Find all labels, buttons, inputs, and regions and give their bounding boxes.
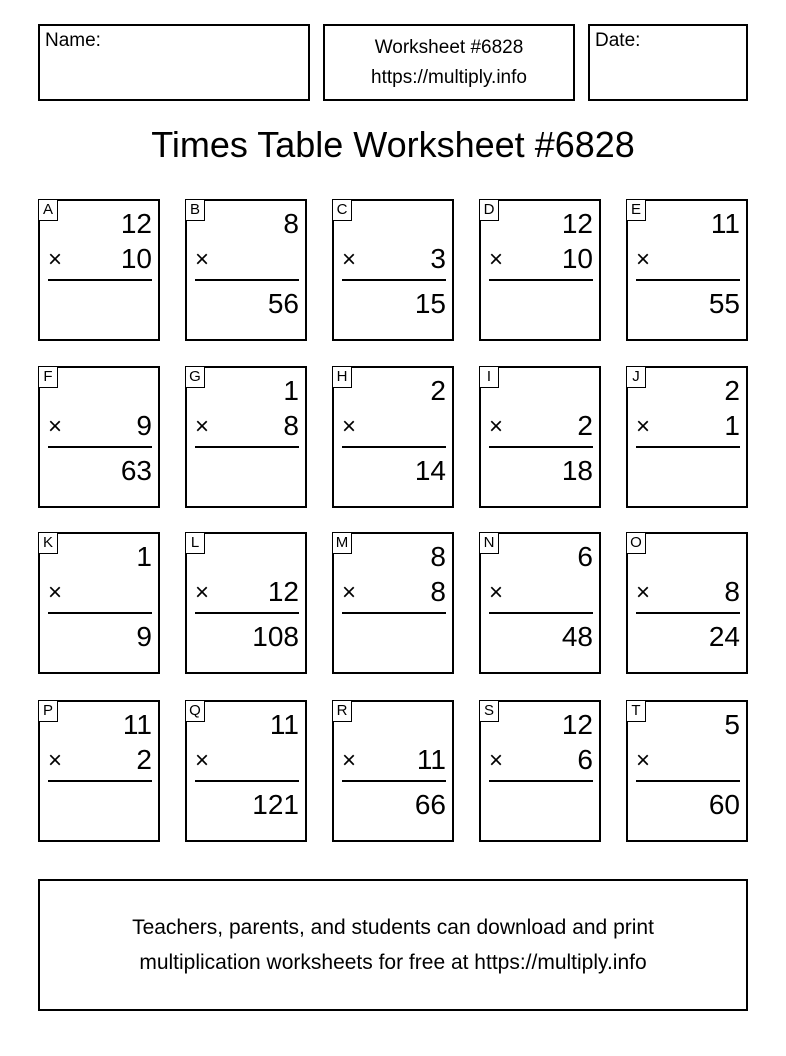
top-factor: 12 — [561, 709, 593, 740]
name-box[interactable] — [38, 24, 310, 101]
product: 14 — [414, 455, 446, 486]
times-sign: × — [489, 413, 504, 440]
problem-card — [332, 199, 454, 341]
times-sign: × — [636, 413, 651, 440]
times-sign: × — [489, 747, 504, 774]
date-box[interactable] — [588, 24, 748, 101]
problem-card — [185, 366, 307, 508]
bottom-factor: 8 — [724, 576, 740, 607]
answer-rule — [195, 612, 299, 614]
problem-card — [38, 532, 160, 674]
bottom-factor: 9 — [136, 410, 152, 441]
problem-card — [38, 700, 160, 842]
times-sign: × — [342, 246, 357, 273]
problem-letter: C — [332, 199, 352, 221]
name-label: Name: — [45, 30, 101, 51]
problem-letter: D — [479, 199, 499, 221]
top-factor: 11 — [122, 709, 152, 740]
problem-card — [479, 366, 601, 508]
top-factor: 8 — [283, 208, 299, 239]
problem-card — [332, 366, 454, 508]
product: 108 — [252, 621, 299, 652]
top-factor: 11 — [269, 709, 299, 740]
times-sign: × — [489, 246, 504, 273]
answer-rule — [636, 279, 740, 281]
answer-rule — [342, 612, 446, 614]
answer-rule — [489, 279, 593, 281]
times-sign: × — [48, 413, 63, 440]
product: 18 — [561, 455, 593, 486]
bottom-factor: 10 — [120, 243, 152, 274]
answer-rule — [195, 446, 299, 448]
answer-rule — [489, 780, 593, 782]
product: 24 — [708, 621, 740, 652]
problem-card — [626, 199, 748, 341]
times-sign: × — [342, 579, 357, 606]
problem-letter: O — [626, 532, 646, 554]
problem-letter: I — [479, 366, 499, 388]
answer-rule — [489, 446, 593, 448]
problem-card — [38, 366, 160, 508]
problem-letter: H — [332, 366, 352, 388]
times-sign: × — [489, 579, 504, 606]
bottom-factor: 8 — [283, 410, 299, 441]
problem-card — [332, 700, 454, 842]
answer-rule — [342, 446, 446, 448]
times-sign: × — [342, 747, 357, 774]
product: 63 — [120, 455, 152, 486]
bottom-factor: 1 — [724, 410, 740, 441]
times-sign: × — [195, 747, 210, 774]
footer-box — [38, 879, 748, 1011]
answer-rule — [636, 612, 740, 614]
times-sign: × — [195, 579, 210, 606]
times-sign: × — [195, 246, 210, 273]
bottom-factor: 2 — [577, 410, 593, 441]
answer-rule — [636, 780, 740, 782]
top-factor: 5 — [724, 709, 740, 740]
answer-rule — [48, 780, 152, 782]
answer-rule — [48, 446, 152, 448]
answer-rule — [489, 612, 593, 614]
problem-letter: R — [332, 700, 352, 722]
footer-line-2: multiplication worksheets for free at https://multiply.info — [139, 951, 647, 974]
problem-letter: G — [185, 366, 205, 388]
problem-card — [479, 700, 601, 842]
times-sign: × — [48, 579, 63, 606]
problem-letter: F — [38, 366, 58, 388]
problem-letter: P — [38, 700, 58, 722]
product: 48 — [561, 621, 593, 652]
top-factor: 2 — [430, 375, 446, 406]
problem-card — [38, 199, 160, 341]
problem-letter: J — [626, 366, 646, 388]
times-sign: × — [342, 413, 357, 440]
worksheet-id-box — [323, 24, 575, 101]
footer-line-1: Teachers, parents, and students can download and print — [132, 916, 654, 939]
bottom-factor: 6 — [577, 744, 593, 775]
problem-card — [479, 532, 601, 674]
page-title: Times Table Worksheet #6828 — [151, 124, 635, 165]
top-factor: 6 — [577, 541, 593, 572]
product: 60 — [708, 789, 740, 820]
product: 66 — [414, 789, 446, 820]
top-factor: 8 — [430, 541, 446, 572]
problem-card — [185, 700, 307, 842]
times-sign: × — [195, 413, 210, 440]
problem-letter: A — [38, 199, 58, 221]
times-sign: × — [636, 579, 651, 606]
answer-rule — [48, 279, 152, 281]
product: 55 — [708, 288, 740, 319]
bottom-factor: 10 — [561, 243, 593, 274]
problem-card — [479, 199, 601, 341]
problem-card — [626, 366, 748, 508]
problem-letter: Q — [185, 700, 205, 722]
problem-letter: B — [185, 199, 205, 221]
answer-rule — [48, 612, 152, 614]
problem-letter: K — [38, 532, 58, 554]
answer-rule — [342, 780, 446, 782]
problem-letter: E — [626, 199, 646, 221]
times-sign: × — [48, 747, 63, 774]
bottom-factor: 12 — [267, 576, 299, 607]
problem-letter: N — [479, 532, 499, 554]
top-factor: 11 — [710, 208, 740, 239]
date-label: Date: — [595, 30, 641, 51]
top-factor: 1 — [136, 541, 152, 572]
problem-card — [185, 199, 307, 341]
times-sign: × — [636, 747, 651, 774]
problem-card — [185, 532, 307, 674]
bottom-factor: 3 — [430, 243, 446, 274]
problem-letter: L — [185, 532, 205, 554]
bottom-factor: 8 — [430, 576, 446, 607]
problem-letter: T — [626, 700, 646, 722]
bottom-factor: 2 — [136, 744, 152, 775]
problem-card — [626, 700, 748, 842]
top-factor: 12 — [561, 208, 593, 239]
worksheet-number: Worksheet #6828 — [374, 36, 524, 58]
product: 9 — [136, 621, 152, 652]
problem-letter: M — [332, 532, 352, 554]
worksheet-url: https://multiply.info — [371, 66, 527, 88]
product: 121 — [252, 789, 299, 820]
answer-rule — [636, 446, 740, 448]
problem-card — [626, 532, 748, 674]
answer-rule — [195, 780, 299, 782]
problem-letter: S — [479, 700, 499, 722]
top-factor: 12 — [120, 208, 152, 239]
times-sign: × — [48, 246, 63, 273]
product: 56 — [267, 288, 299, 319]
answer-rule — [342, 279, 446, 281]
answer-rule — [195, 279, 299, 281]
top-factor: 1 — [283, 375, 299, 406]
times-sign: × — [636, 246, 651, 273]
product: 15 — [414, 288, 446, 319]
top-factor: 2 — [724, 375, 740, 406]
problem-card — [332, 532, 454, 674]
bottom-factor: 11 — [416, 744, 446, 775]
